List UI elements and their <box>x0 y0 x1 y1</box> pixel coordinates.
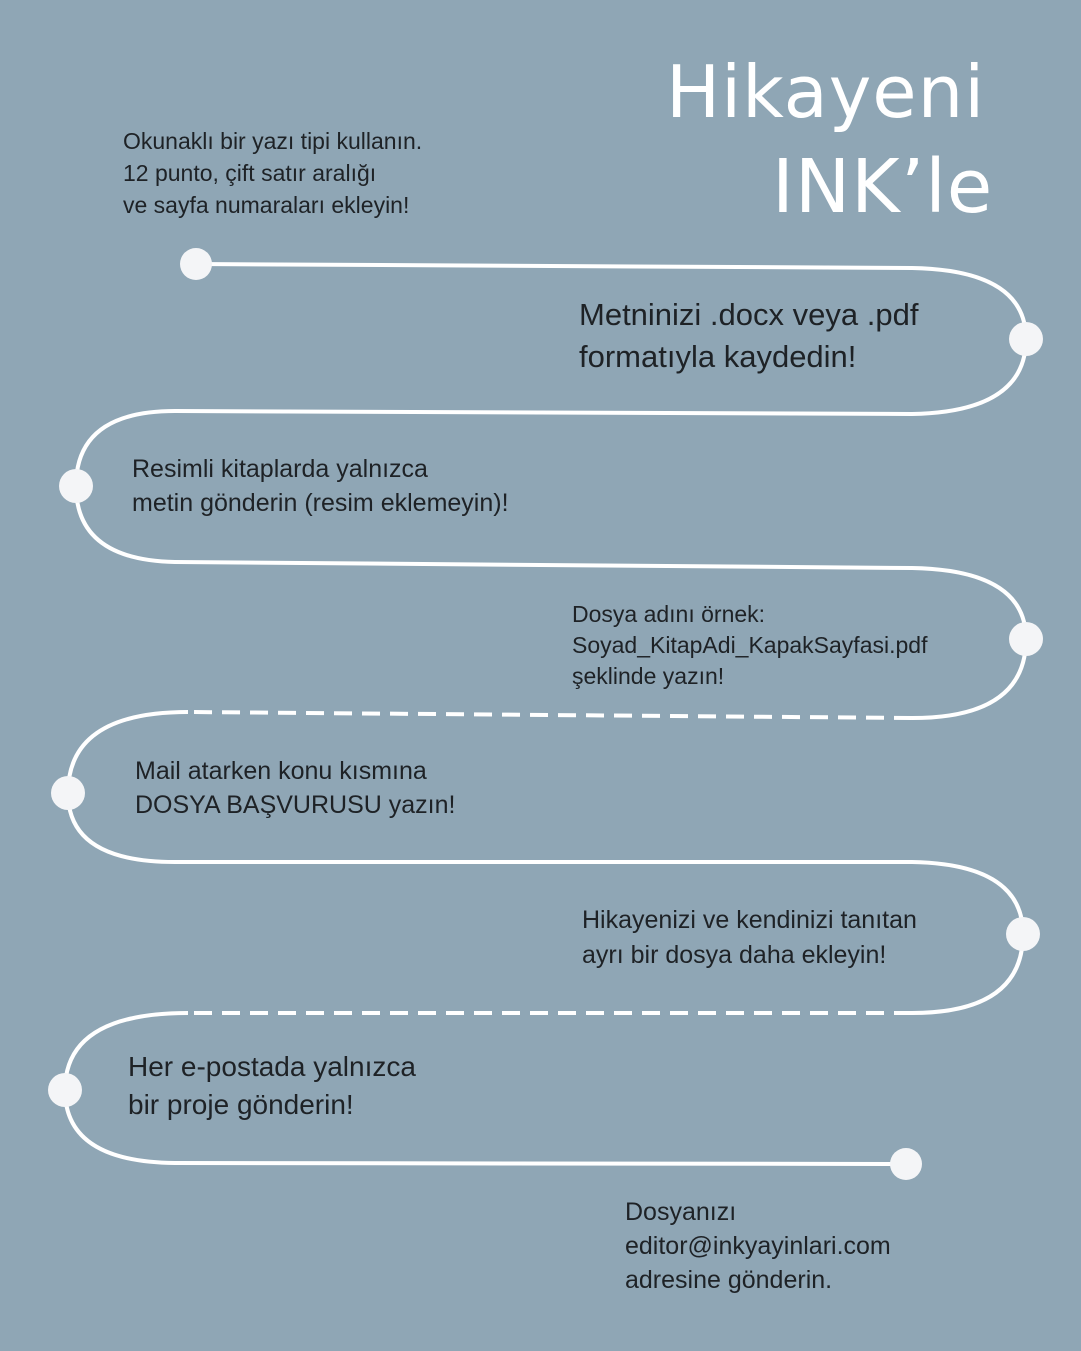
step-line: Metninizi .docx veya .pdf <box>579 297 919 332</box>
path-node-start <box>180 248 212 280</box>
step-line: 12 punto, çift satır aralığı <box>123 160 377 186</box>
path-node-3 <box>1009 622 1043 656</box>
step-line: DOSYA BAŞVURUSU yazın! <box>135 791 456 819</box>
step-line: adresine gönderin. <box>625 1266 833 1294</box>
step-line: Okunaklı bir yazı tipi kullanın. <box>123 128 423 154</box>
path-node-4 <box>51 776 85 810</box>
step-line: Dosya adını örnek: <box>572 601 766 627</box>
step-line: Soyad_KitapAdi_KapakSayfasi.pdf <box>572 632 928 658</box>
step-line: ve sayfa numaraları ekleyin! <box>123 192 410 218</box>
step-line: Dosyanızı <box>625 1198 737 1226</box>
path-node-5 <box>1006 917 1040 951</box>
title-line-1: Hikayeni <box>666 50 986 134</box>
path-node-2 <box>59 469 93 503</box>
step-line: ayrı bir dosya daha ekleyin! <box>582 941 887 969</box>
path-segment-dashed-1 <box>188 712 912 718</box>
path-node-1 <box>1009 322 1043 356</box>
step-text-email-subject <box>135 754 455 822</box>
step-text-intro-file <box>582 903 917 973</box>
step-line: formatıyla kaydedin! <box>579 339 857 374</box>
step-text-file-name <box>572 599 927 692</box>
title-line-2: INK’le <box>772 144 994 230</box>
step-text-font-guidelines <box>123 125 422 221</box>
step-line: editor@inkyayinlari.com <box>625 1232 891 1260</box>
step-text-illustrated-books <box>132 452 509 520</box>
path-node-end <box>890 1148 922 1180</box>
path-node-6 <box>48 1073 82 1107</box>
step-text-one-project <box>128 1048 416 1124</box>
step-line: Her e-postada yalnızca <box>128 1051 416 1082</box>
step-line: Mail atarken konu kısmına <box>135 757 427 785</box>
step-text-send-address <box>625 1195 891 1297</box>
step-line: Hikayenizi ve kendinizi tanıtan <box>582 906 917 934</box>
step-line: şeklinde yazın! <box>572 663 725 689</box>
step-line: bir proje gönderin! <box>128 1089 354 1120</box>
step-line: Resimli kitaplarda yalnızca <box>132 455 428 483</box>
path-segment-2 <box>912 639 1026 718</box>
step-text-file-format <box>579 294 918 378</box>
step-line: metin gönderin (resim eklemeyin)! <box>132 489 509 517</box>
